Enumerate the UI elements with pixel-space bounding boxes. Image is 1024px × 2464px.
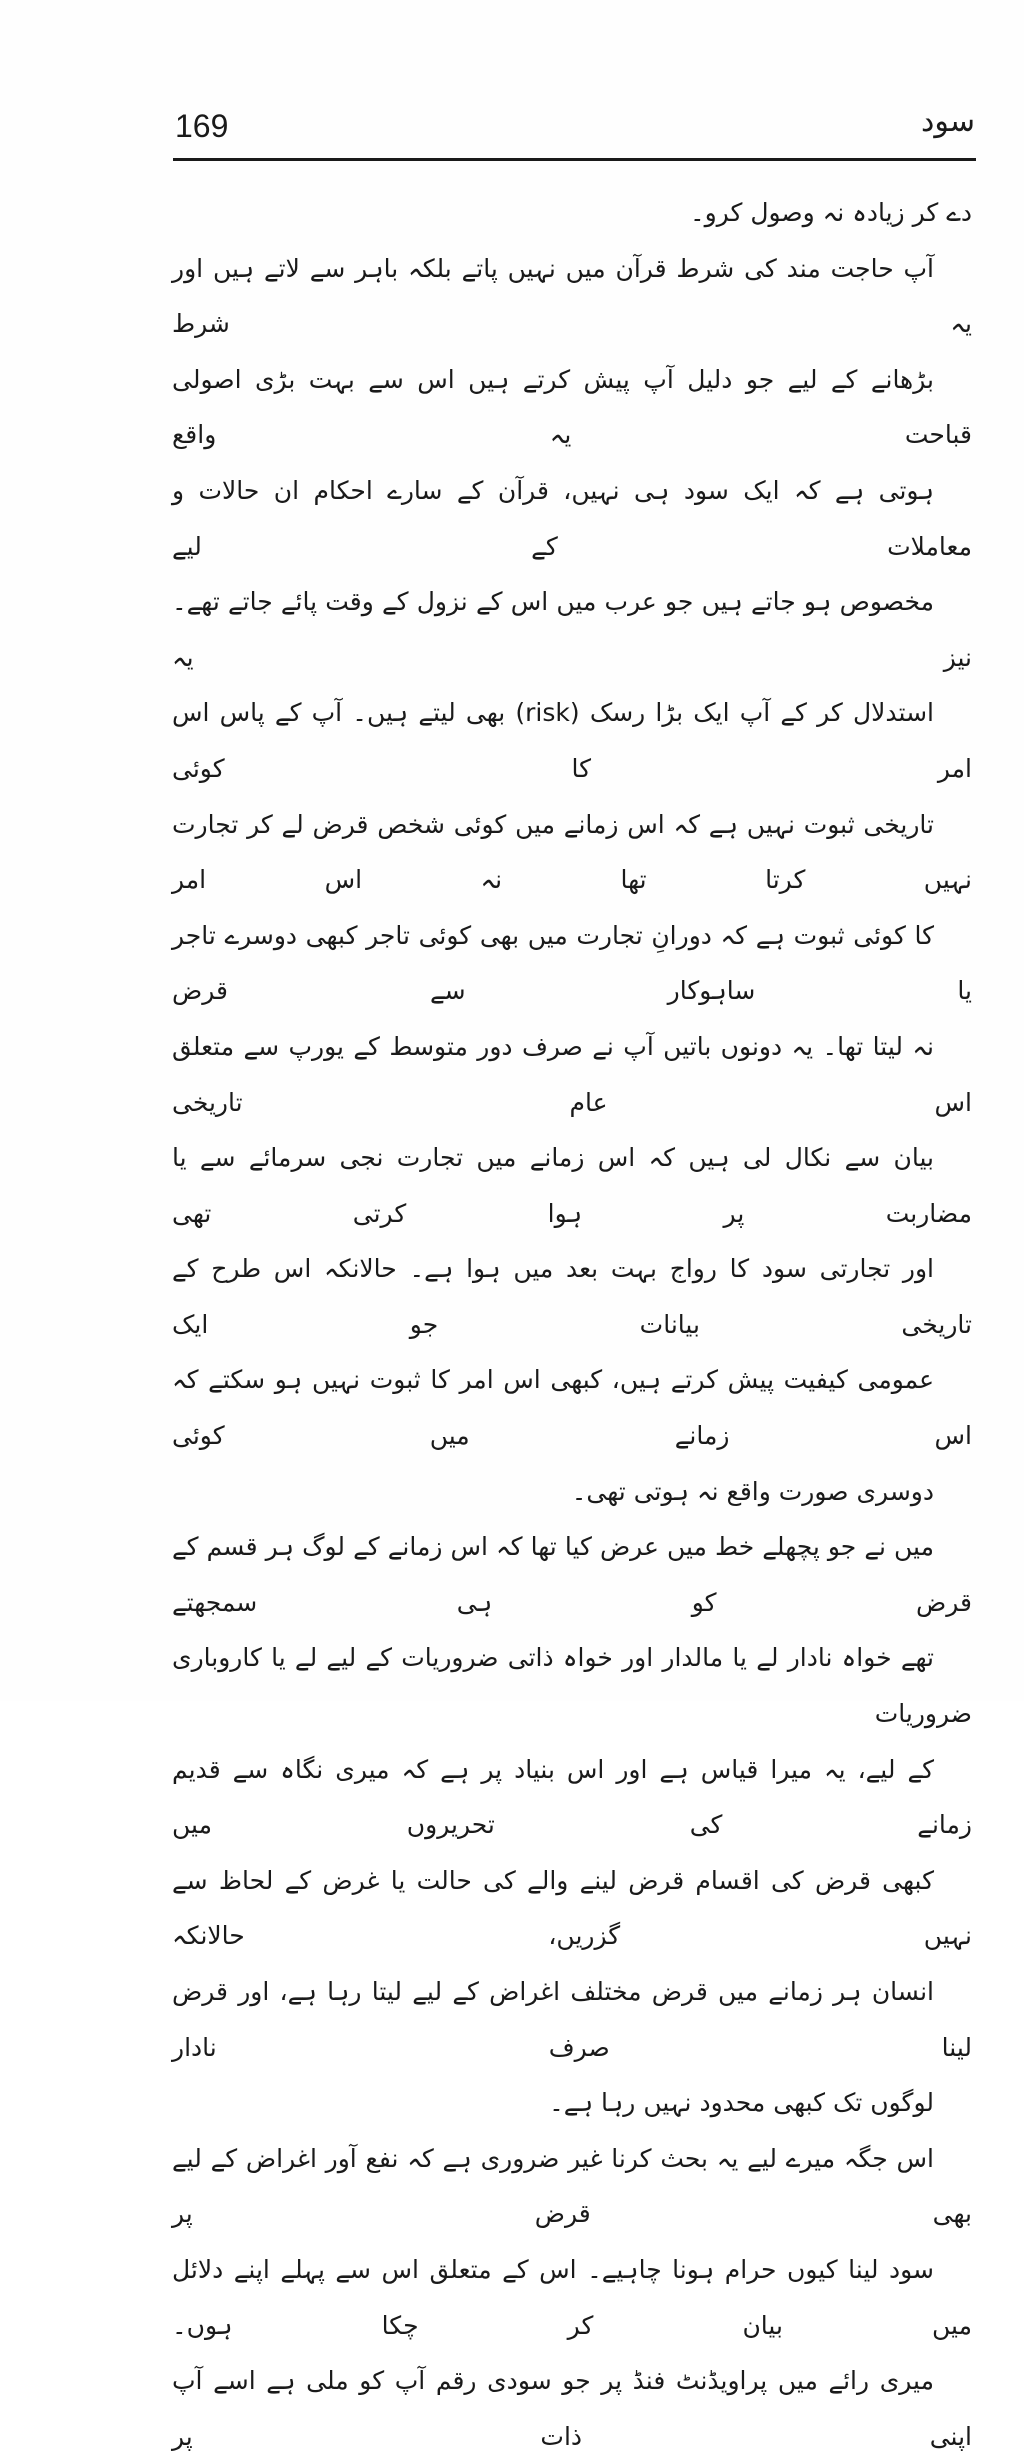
text-line: عمومی کیفیت پیش کرتے ہیں، کبھی اس امر کا ثبوت نہیں ہو سکتے کہ اس زمانے میں کوئی — [172, 1365, 972, 1451]
text-line: کبھی قرض کی اقسام قرض لینے والے کی حالت یا غرض کے لحاظ سے نہیں گزریں، حالانکہ — [172, 1865, 972, 1951]
text-line: لوگوں تک کبھی محدود نہیں رہا ہے۔ — [549, 2088, 934, 2118]
text-line: بڑھانے کے لیے جو دلیل آپ پیش کرتے ہیں اس سے بہت بڑی اصولی قباحت یہ واقع — [172, 364, 972, 450]
text-line: استدلال کر کے آپ ایک بڑا رسک (risk) بھی لیتے ہیں۔ آپ کے پاس اس امر کا کوئی — [172, 698, 972, 783]
text-line: کا کوئی ثبوت ہے کہ دورانِ تجارت میں بھی کوئی تاجر کبھی دوسرے تاجر یا ساہوکار سے قرض — [172, 920, 972, 1006]
body-text — [172, 185, 972, 2464]
text-line: اس جگہ میرے لیے یہ بحث کرنا غیر ضروری ہے کہ نفع آور اغراض کے لیے بھی قرض پر — [172, 2143, 972, 2229]
text-line: نہ لیتا تھا۔ یہ دونوں باتیں آپ نے صرف دور متوسط کے یورپ سے متعلق اس عام تاریخی — [172, 1031, 972, 1117]
page-header — [175, 100, 975, 156]
text-line: کے لیے، یہ میرا قیاس ہے اور اس بنیاد پر ہے کہ میری نگاہ سے قدیم زمانے کی تحریروں میں — [172, 1754, 972, 1840]
text-line: بیان سے نکال لی ہیں کہ اس زمانے میں تجارت نجی سرمائے سے یا مضاربت پر ہوا کرتی تھی — [172, 1143, 972, 1228]
text-line: آپ حاجت مند کی شرط قرآن میں نہیں پاتے بلکہ باہر سے لاتے ہیں اور یہ شرط — [172, 253, 972, 339]
header-rule — [173, 158, 976, 161]
text-line: دے کر زیادہ نہ وصول کرو۔ — [689, 198, 972, 227]
text-line: انسان ہر زمانے میں قرض مختلف اغراض کے لیے لیتا رہا ہے، اور قرض لینا صرف نادار — [172, 1977, 972, 2062]
text-line: میں نے جو پچھلے خط میں عرض کیا تھا کہ اس زمانے کے لوگ ہر قسم کے قرض کو ہی سمجھتے — [172, 1532, 972, 1617]
page-number: 169 — [175, 108, 229, 144]
paragraph — [172, 1519, 972, 2131]
text-line: دوسری صورت واقع نہ ہوتی تھی۔ — [571, 1476, 934, 1506]
text-line: میری رائے میں پراویڈنٹ فنڈ پر جو سودی رقم آپ کو ملی ہے اسے آپ اپنی ذات پر — [172, 2366, 972, 2451]
text-line: اور تجارتی سود کا رواج بہت بعد میں ہوا ہے۔ حالانکہ اس طرح کے تاریخی بیانات جو ایک — [172, 1254, 972, 1339]
paragraph — [172, 241, 972, 1520]
paragraph — [172, 2131, 972, 2464]
text-line: تھے خواہ نادار لے یا مالدار اور خواہ ذاتی ضروریات کے لیے لے یا کاروباری ضروریات — [172, 1643, 972, 1729]
paragraph — [172, 185, 972, 241]
running-head: سود — [921, 104, 975, 139]
text-line: ہوتی ہے کہ ایک سود ہی نہیں، قرآن کے سارے احکام ان حالات و معاملات کے لیے — [172, 475, 972, 561]
text-line: سود لینا کیوں حرام ہونا چاہیے۔ اس کے متعلق اس سے پہلے اپنے دلائل میں بیان کر چکا ہوں۔ — [172, 2254, 972, 2340]
text-line: تاریخی ثبوت نہیں ہے کہ اس زمانے میں کوئی شخص قرض لے کر تجارت نہیں کرتا تھا نہ اس امر — [172, 809, 972, 895]
text-line: مخصوص ہو جاتے ہیں جو عرب میں اس کے نزول کے وقت پائے جاتے تھے۔ نیز یہ — [172, 587, 972, 672]
